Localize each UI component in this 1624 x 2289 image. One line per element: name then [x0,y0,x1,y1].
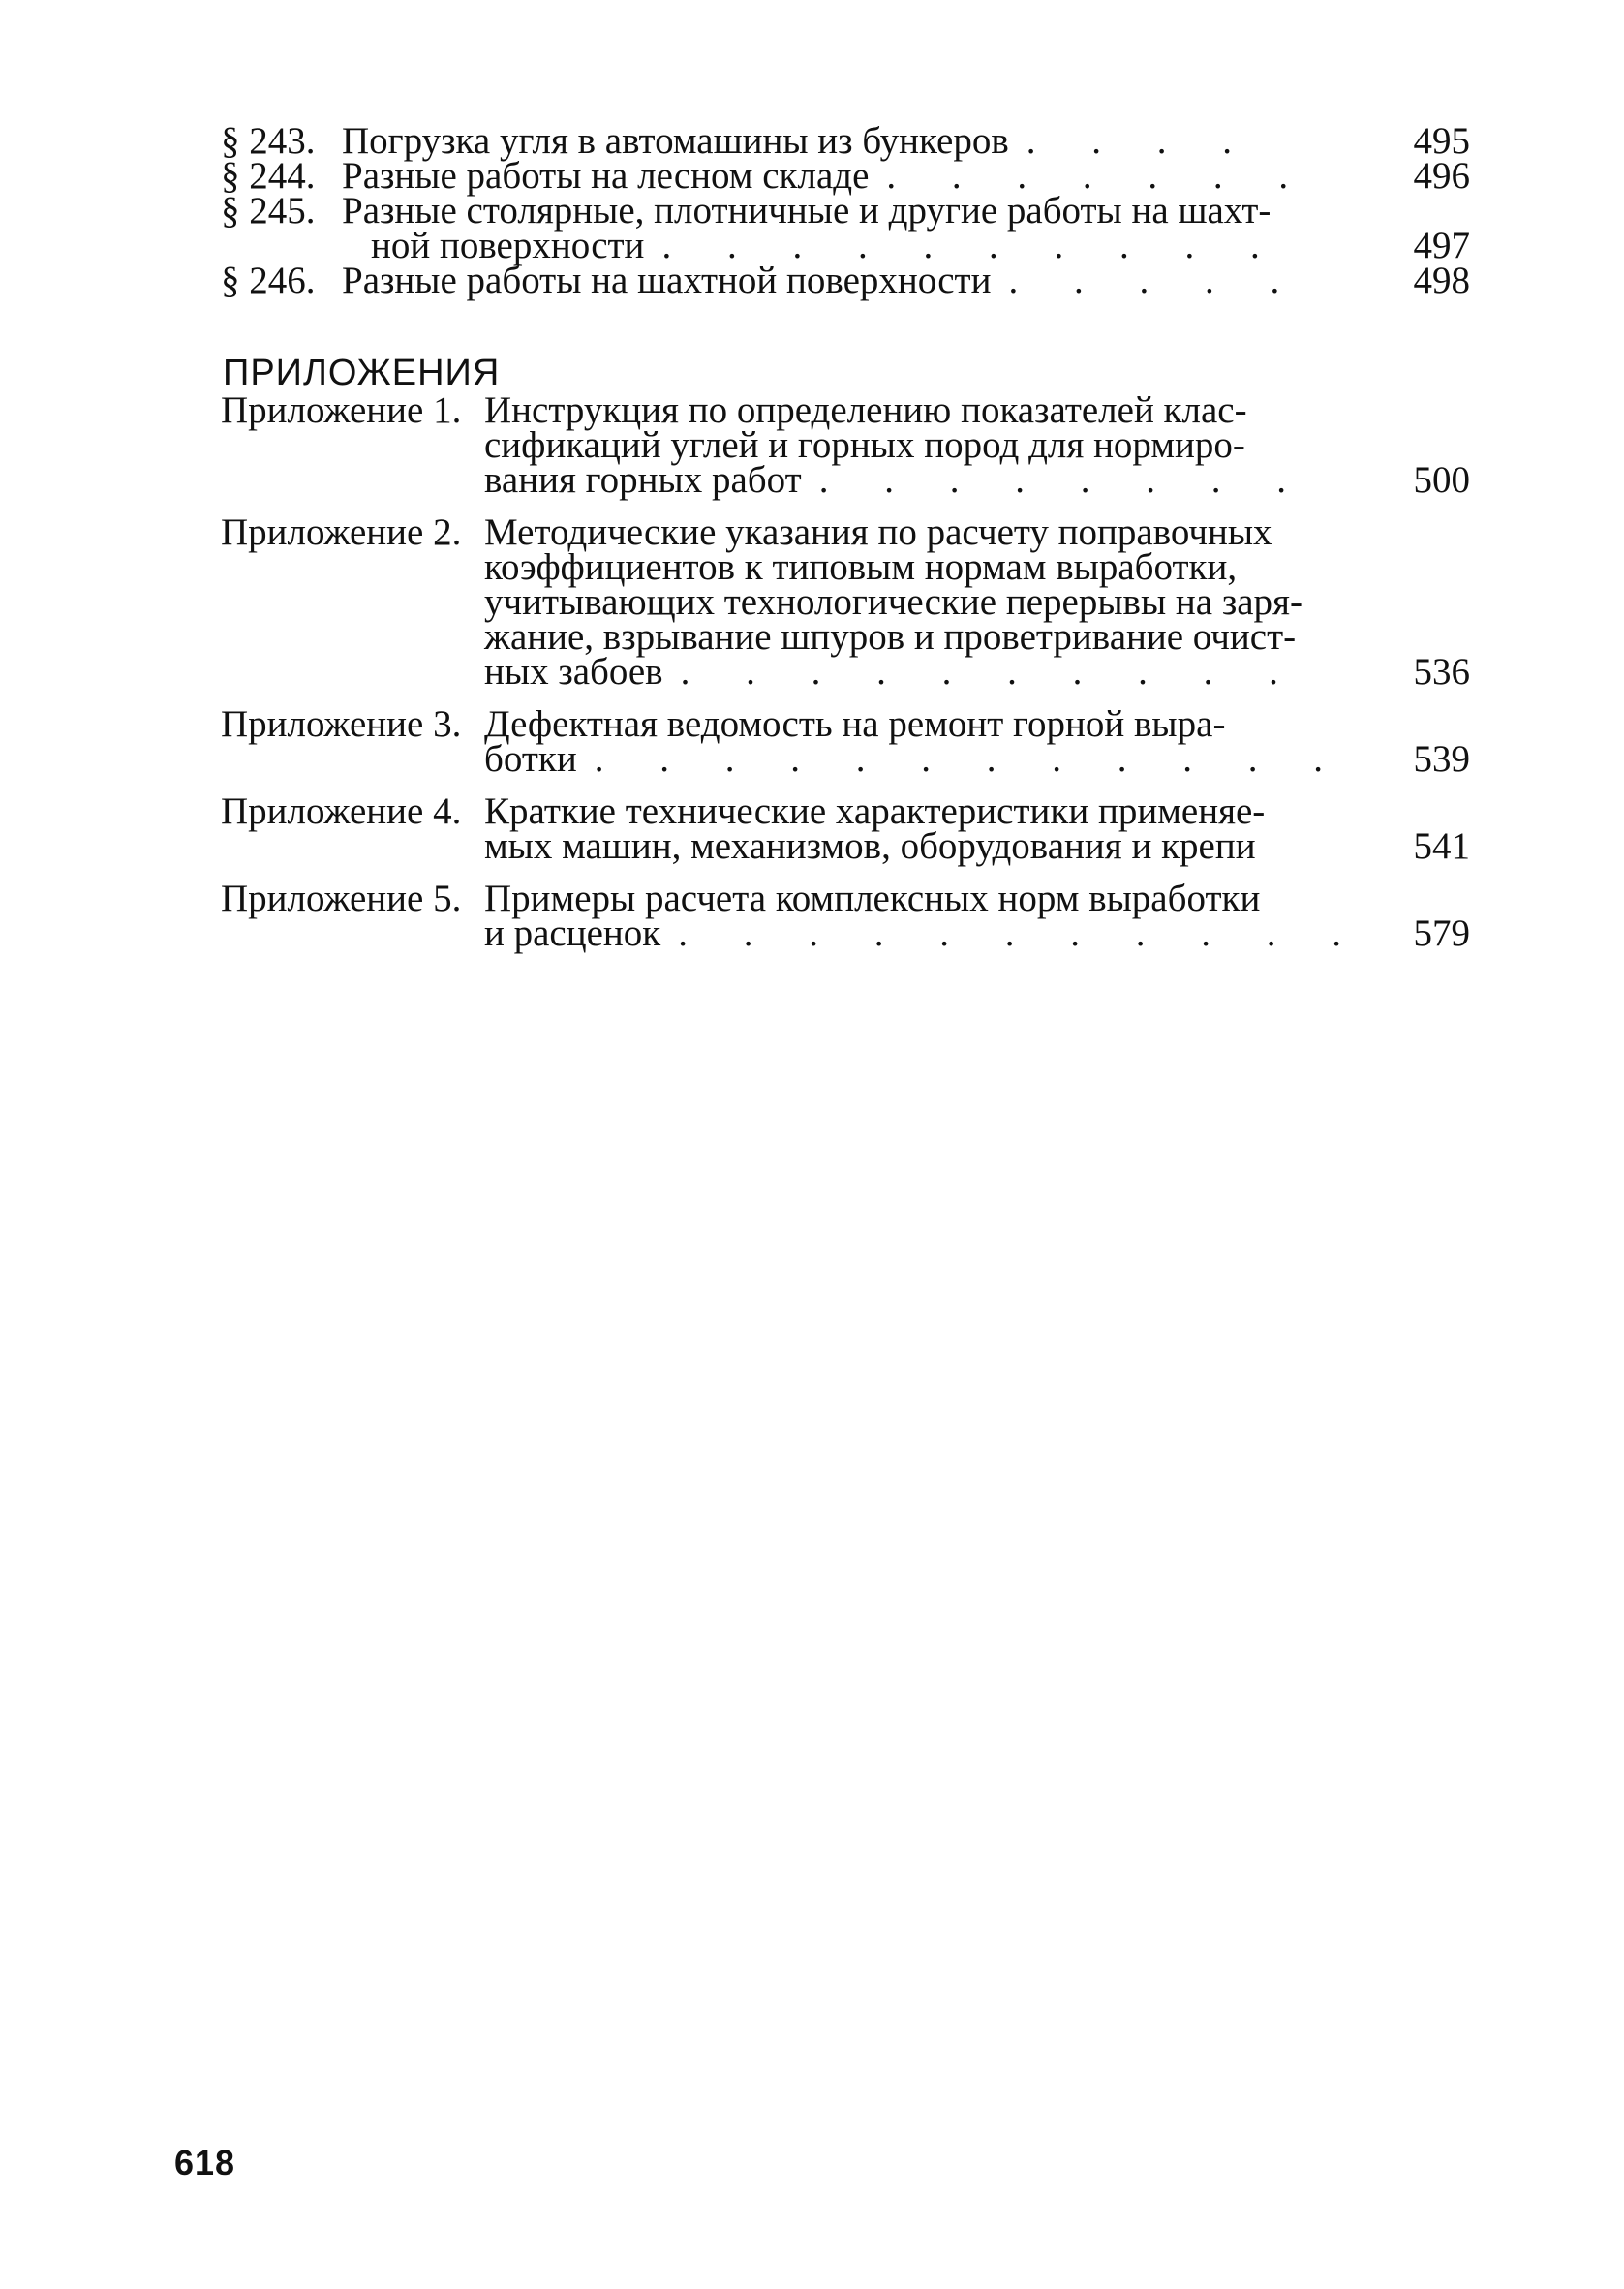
appendix-label: Приложение 5. [221,878,462,919]
appendix-label: Приложение 4. [221,790,462,832]
appendix-label: Приложение 1. [221,389,462,431]
page-number: 536 [1413,651,1470,693]
entry-title-line: Разные работы на лесном складе . . . . . . . [342,155,1312,197]
appendix-label: Приложение 3. [221,703,462,745]
entry-title-line: мых машин, механизмов, оборудования и крепи [484,825,1256,867]
entry-title-line: Примеры расчета комплексных норм выработки [484,878,1261,919]
page-number: 496 [1413,155,1470,197]
section-number: § 243. [221,120,316,162]
entry-title-line: ботки . . . . . . . . . . . . [484,738,1346,780]
leader-dots: . . . . . . . . . . [661,225,1283,266]
leader-dots: . . . . [1026,120,1255,162]
page-number: 541 [1413,825,1470,867]
toc-entry-section-243 [221,120,1470,162]
page-number: 498 [1413,260,1470,301]
entry-title-line: ных забоев . . . . . . . . . . [484,651,1302,693]
toc-entry-appendix-5 [221,878,1470,954]
entry-title-line: учитывающих технологические перерывы на заря- [484,581,1302,623]
leader-dots: . . . . . . . . . . . . [594,738,1346,780]
entry-title-line: Инструкция по определению показателей клас- [484,389,1247,431]
leader-dots: . . . . . . . . . . [680,651,1302,693]
entry-title-line: вания горных работ . . . . . . . . [484,459,1309,501]
entry-title-line: жание, взрывание шпуров и проветривание очист- [484,616,1297,658]
entry-title-line: Методические указания по расчету поправочных [484,511,1272,553]
toc-entry-section-245 [221,190,1470,266]
toc-entry-appendix-1 [221,389,1470,501]
entry-title-line: Краткие технические характеристики применяе- [484,790,1266,832]
page-number: 497 [1413,225,1470,266]
entry-title-line: Дефектная ведомость на ремонт горной выра- [484,703,1226,745]
entry-title-line: сификаций углей и горных пород для нормиро- [484,424,1245,466]
leader-dots: . . . . . . . . . . . [678,913,1364,954]
leader-dots: . . . . . . . [886,155,1312,197]
entry-title-line: Разные столярные, плотничные и другие работы на шахт- [342,190,1272,232]
appendix-label: Приложение 2. [221,511,462,553]
page-number: 495 [1413,120,1470,162]
toc-entry-appendix-3 [221,703,1470,780]
toc-entry-section-246 [221,260,1470,301]
entry-title-line: и расценок . . . . . . . . . . . [484,913,1364,954]
page-number: 579 [1413,913,1470,954]
leader-dots: . . . . . [1008,260,1303,301]
page-number: 539 [1413,738,1470,780]
section-number: § 244. [221,155,316,197]
table-of-contents [221,120,1470,969]
entry-title-line: коэффициентов к типовым нормам выработки, [484,546,1238,588]
section-number: § 245. [221,190,316,232]
section-number: § 246. [221,260,316,301]
toc-entry-section-244 [221,155,1470,197]
appendices-heading: ПРИЛОЖЕНИЯ [223,353,501,393]
entry-title-line: Погрузка угля в автомашины из бункеров . . . . [342,120,1255,162]
page-number: 500 [1413,459,1470,501]
entry-title-line: ной поверхности . . . . . . . . . . [371,225,1283,266]
leader-dots: . . . . . . . . [818,459,1309,501]
toc-entry-appendix-4 [221,790,1470,867]
entry-title-line: Разные работы на шахтной поверхности . . . . . [342,260,1303,301]
toc-entry-appendix-2 [221,511,1470,693]
page-folio-number: 618 [174,2143,236,2182]
